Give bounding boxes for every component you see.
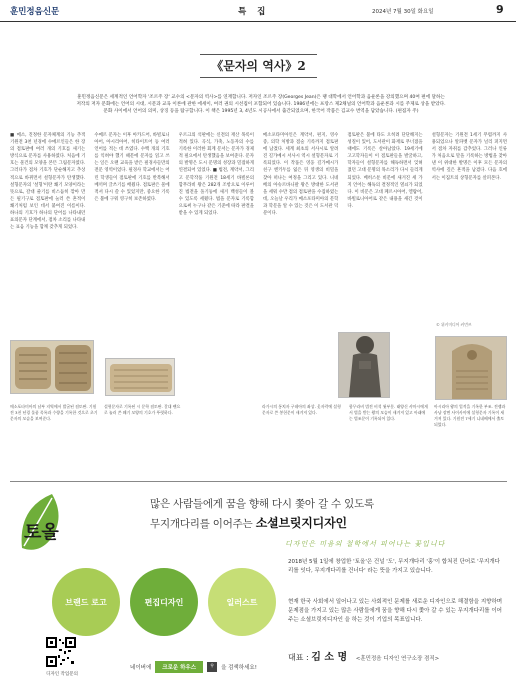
ad-paragraph-2: 현재 한국 사회에서 일어나고 있는 사회적인 문제를 새로운 디자인으로 해결함을 지향하며 문제점을 가지고 있는 많은 사람들에게 꿈을 향해 다시 쫓아 갈 수 있는 무지개다리를 이어주는 소셜브릿지디자인 을 하는 것이 기업의 목표입니다. bbox=[288, 599, 503, 623]
rep-affiliation: <훈민정음 디자인 연구소장 겸직> bbox=[355, 656, 440, 662]
naver-search-bar bbox=[130, 660, 257, 673]
article-title: 《문자의 역사》2 bbox=[200, 54, 317, 78]
article-column-2: 수메르 문자는 이후 아카드어, 바빌로니아어, 아시리아어, 히타이트어 등 여러 언어를 적는 데 쓰였다. 수백 개의 기호를 익혀야 했기 때문에 문자를 읽고 쓰는 일은 오랜 교육을 받은 필경사들만의 전문 영역이었다. 필경사 학교에서는 어린 학생들이 점토판에 기호를 반복해서 베끼며 글쓰기를 배웠다. 점토판은 물에 적셔 다시 쓸 수 있었지만, 중요한 기록은 불에 구워 영구히 보존하였다. bbox=[94, 133, 170, 202]
search-term-box[interactable] bbox=[155, 661, 203, 673]
page-number: 9 bbox=[496, 3, 504, 16]
ad-slogan-line-2 bbox=[150, 514, 505, 531]
article-column-5: 점토판은 불에 타도 오히려 단단해지는 성질이 있어, 도서관이 화재로 무너졌을 때에도 기록은 살아남았다. 19세기에 고고학자들이 이 점토판들을 발굴하고, 학자들이 설형문자를 해독하면서 잊혀졌던 고대 문명의 목소리가 다시 들리게 되었다. 베히스툰 비문에 새겨진 세 가지 언어는 해독의 결정적인 열쇠가 되었다. 이 비문은 고대 페르시아어, 엘람어, 바빌로니아어로 같은 내용을 새긴 것이다. bbox=[347, 133, 423, 209]
service-editorial-design[interactable]: 편집디자인 bbox=[130, 568, 198, 636]
leaf-logo-icon bbox=[12, 488, 78, 566]
photo-caption-3: 라가시의 통치자 구데아의 좌상. 옷자락에 설형문자로 쓴 봉헌문이 새겨져 있다. bbox=[262, 404, 341, 415]
gudea-statue-photo bbox=[338, 332, 390, 398]
search-term: 크로운 하우스 bbox=[162, 664, 197, 671]
clay-tablet-photo bbox=[10, 340, 94, 394]
ad-paragraph-1: 2018년 5월 1일에 창업한 '토올'은 건널 '도', 무지개다리 '홍'이 합쳐진 단어로 '무지개다리를 잇다, 무지개다리를 건너다' 라는 뜻을 가지고 있습니다. bbox=[288, 559, 500, 574]
article-column-3: 우르크의 석판에는 신전의 재산 목록이 적혀 있다. 곡식, 가축, 노동자의 수를 기록한 이러한 회계 문서는 문자가 경제적 필요에서 탄생했음을 보여준다. 문자의 발명은 도시 문명의 성장과 밀접하게 연결되어 있었다. ■ 법전, 계약서, 그리고 문학작품 기원전 18세기 바빌론의 함무라비 왕은 282개 조항으로 이루어진 법전을 돌기둥에 새겨 백성들이 볼 수 있도록 세웠다. 법을 문자로 기록함으로써 누구나 같은 기준에 따라 판결을 받을 수 있게 되었다. bbox=[178, 133, 254, 217]
svg-text:토올: 토올 bbox=[24, 522, 59, 543]
rep-label: 대표 : bbox=[288, 653, 309, 662]
paper-name[interactable]: 훈민정음신문 bbox=[10, 7, 60, 17]
search-prefix: 네이버에 bbox=[130, 664, 152, 671]
qr-label: 디자인 작업문의 bbox=[46, 672, 78, 677]
article-column-6: 설형문자는 기원전 1세기 무렵까지 사용되었으나 알파벳 문자가 널리 퍼지면서 점차 자취를 감추었다. 그러나 인류가 처음으로 말을 기록하는 방법을 찾아낸 이 위대한 발명은 이후 모든 문자의 역사에 깊은 흔적을 남겼다. 다음 호에서는 이집트의 상형문자를 살펴본다. bbox=[431, 133, 507, 181]
issue-date: 2024년 7월 30일 화요일 bbox=[372, 9, 434, 15]
representative bbox=[288, 648, 439, 663]
search-icon[interactable]: ⚲ bbox=[207, 662, 217, 672]
rep-name: 김 소 명 bbox=[311, 652, 348, 663]
photo-caption-5: 아시리아 왕의 업적을 기록한 부조. 전쟁과 사냥 장면 사이사이에 설형문자 기록이 새겨져 있다. 기원전 7세기 니네베에서 출토되었다. bbox=[434, 404, 506, 427]
search-suffix: 을 검색하세요! bbox=[221, 664, 257, 671]
ad-script-tagline: 디자인은 미음의 철학에서 피어나는 꽃입니다 bbox=[285, 540, 446, 548]
article-column-4: 메소포타미아인은 계약서, 편지, 영수증, 의학 처방과 점술 기록까지 점토판에 남겼다. 세계 최초의 서사시로 알려진 길가메시 서사시 역시 설형문자로 기록되었다. 이 작품은 영웅 길가메시가 친구 엔키두를 잃은 뒤 영생의 비밀을 찾아 떠나는 여정을 그리고 있다. 니네베의 아슈르바니팔 왕은 방대한 도서관을 세워 수만 점의 점토판을 수집하였는데, 오늘날 우리가 메소포타미아의 문학과 학문을 알 수 있는 것은 이 도서관 덕분이다. bbox=[263, 133, 339, 217]
article-lede: 훈민정음신문은 세계적인 언어학자 '조르주 장' 교수의 <문자의 역사>를 연재합니다. 저자인 조르주 장(Georges Jean)은 랭 대학에서 언어학과 음운론을 강의했으며 40여 편에 달하는 저작의 저자 문화에는 언어의 시대, 시문과 교육 이론에 관한 에세이, 여러 권의 시선집이 포함되어 있습니다. 1986년에는 프랑스 제2채널의 언어학과 음운론과 시를 주제로 상을 받았다. 문화 사이에서 언어의 의미, 상징 등을 탐구합니다. 이 책은 1995년 3, 4년도 시공사에서 출간되었으며, 한국어 작품은 김교수 번역을 담았습니다. (편집자 주) bbox=[76, 95, 446, 115]
photo-caption-2: 설형문자로 기록된 시 문학 점토판. 갈대 펜으로 눌러 쓴 쐐기 모양의 기호가 뚜렷하다. bbox=[104, 404, 181, 415]
cuneiform-tablet-photo bbox=[105, 358, 175, 396]
article-body bbox=[10, 132, 507, 344]
ad-slogan-line-1: 많은 사람들에게 꿈을 향해 다시 쫓아 갈 수 있도록 bbox=[150, 498, 374, 510]
section-title: 특 집 bbox=[238, 7, 270, 17]
qr-code-icon[interactable] bbox=[46, 637, 76, 667]
slogan-prefix: 무지개다리를 이어주는 bbox=[150, 518, 253, 530]
masthead bbox=[0, 0, 516, 22]
stele-relief-photo bbox=[435, 336, 507, 400]
photo-strip bbox=[10, 340, 507, 400]
article-column-1: ■ 메소, 진정한 문자체계의 기능 추적 기원전 3천 년경에 수메르인들은 한 장의 점토판에 여러 개의 기호를 새기는 방식으로 문자를 사용하였다. 처음에 기호는 물건의 모양을 본뜬 그림문자였다. 그러다가 점차 기호가 단순해지고 추상적으로 바뀌면서 설형문자가 탄생했다. 설형문자의 '설형'이란 쐐기 모양이라는 뜻으로, 갈대 줄기를 비스듬히 깎아 만든 필기구로 점토판에 눌러 쓴 흔적이 쐐기처럼 보인 데서 붙여진 이름이다. 하나의 기호가 하나의 단어를 나타내던 표의문자 단계에서, 점차 소리를 나타내는 표음 기능을 함께 갖추게 되었다. bbox=[10, 133, 86, 231]
service-brand-logo[interactable]: 브랜드 로고 bbox=[52, 568, 120, 636]
service-illustration[interactable]: 일러스트 bbox=[208, 568, 276, 636]
design-studio-ad bbox=[10, 481, 507, 692]
photo-credit: © 위키미디어 커먼즈 bbox=[436, 322, 472, 327]
photo-caption-1: 메소포타미아의 남부 지역에서 발굴된 점토판. 기원전 3천 년경 물품 목록과 수량을 기록한 것으로 초기 문자의 모습을 보여준다. bbox=[10, 404, 98, 421]
brand-name: 소셜브릿지디자인 bbox=[255, 516, 347, 530]
photo-caption-4: 함무라비 법전 비석 윗부분. 태양신 샤마시에게서 법을 받는 왕의 모습이 새겨져 있고 아래에는 법조문이 기록되어 있다. bbox=[349, 404, 428, 421]
